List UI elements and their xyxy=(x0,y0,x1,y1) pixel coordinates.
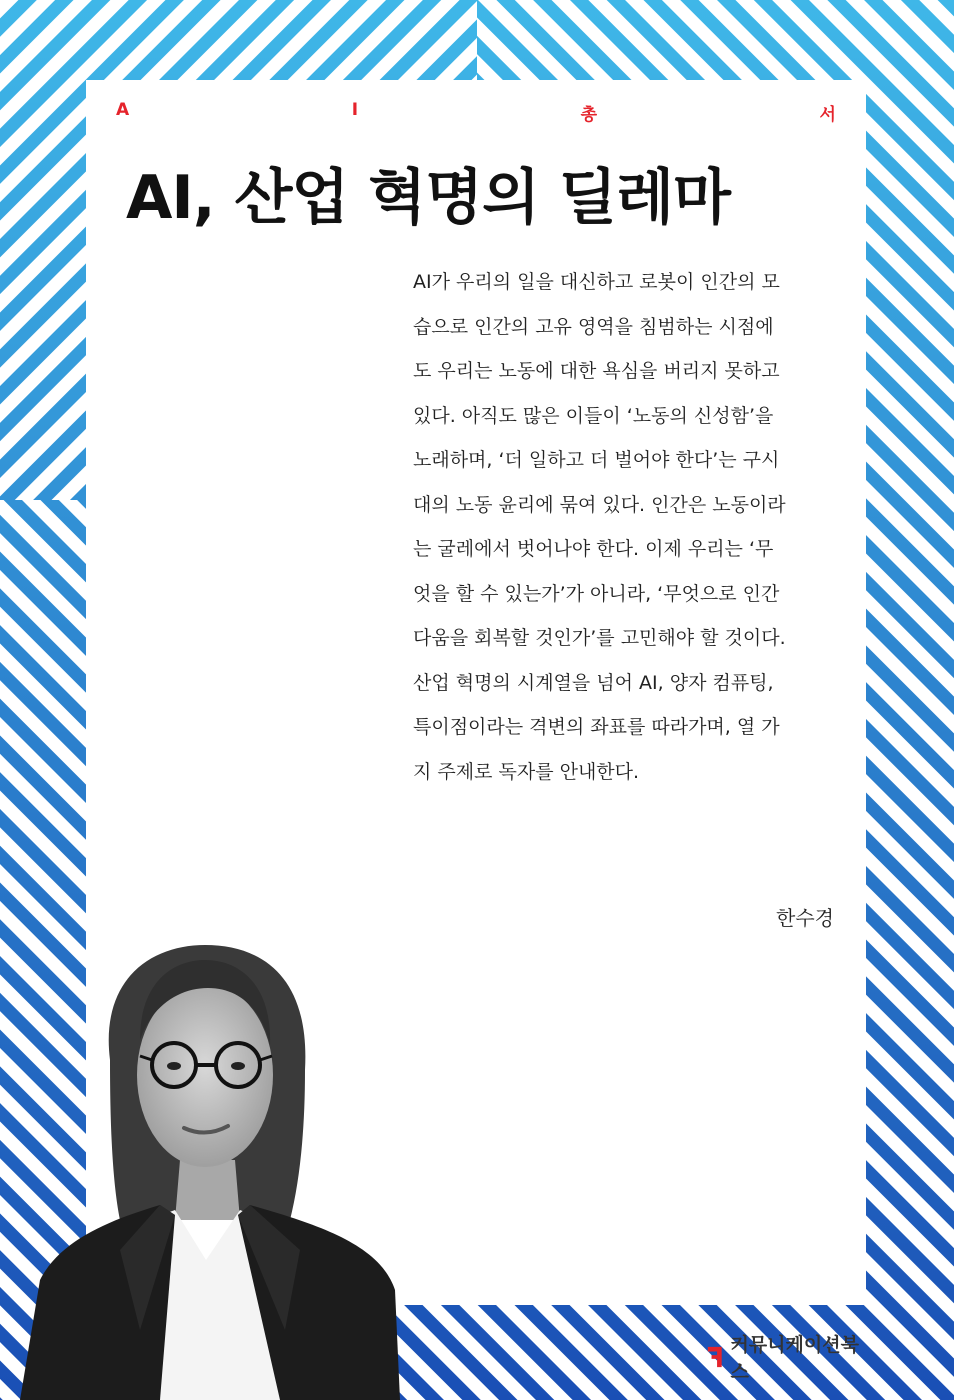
series-char: A xyxy=(116,100,130,120)
book-title: AI, 산업 혁명의 딜레마 xyxy=(126,163,730,233)
description-line: 산업 혁명의 시계열을 넘어 AI, 양자 컴퓨팅, xyxy=(413,671,774,694)
author-portrait xyxy=(0,860,440,1400)
author-name: 한수경 xyxy=(776,906,834,930)
description-line: 엇을 할 수 있는가’가 아니라, ‘무엇으로 인간 xyxy=(413,582,780,605)
series-char: I xyxy=(351,100,359,120)
series-char: 총 xyxy=(580,105,597,125)
series-char: 서 xyxy=(819,105,836,125)
description-line: AI가 우리의 일을 대신하고 로봇이 인간의 모 xyxy=(413,271,780,293)
description-line: 는 굴레에서 벗어나야 한다. 이제 우리는 ‘무 xyxy=(413,538,774,560)
series-label xyxy=(116,100,836,124)
description-line: 있다. 아직도 많은 이들이 ‘노동의 신성함’을 xyxy=(413,404,774,427)
description-line: 도 우리는 노동에 대한 욕심을 버리지 못하고 xyxy=(413,360,780,382)
description-line: 지 주제로 독자를 안내한다. xyxy=(413,760,640,783)
description-line: 대의 노동 윤리에 묶여 있다. 인간은 노동이라 xyxy=(413,493,786,516)
book-description xyxy=(413,260,838,794)
description-line: 습으로 인간의 고유 영역을 침범하는 시점에 xyxy=(413,315,774,338)
publisher-mark xyxy=(706,1330,866,1384)
description-line: 노래하며, ‘더 일하고 더 벌어야 한다’는 구시 xyxy=(413,449,780,471)
description-line: 특이점이라는 격변의 좌표를 따라가며, 열 가 xyxy=(413,716,780,738)
publisher-logo-icon xyxy=(706,1343,724,1371)
publisher-name: 커뮤니케이션북스 xyxy=(730,1334,859,1383)
description-line: 다움을 회복할 것인가’를 고민해야 할 것이다. xyxy=(413,627,786,649)
